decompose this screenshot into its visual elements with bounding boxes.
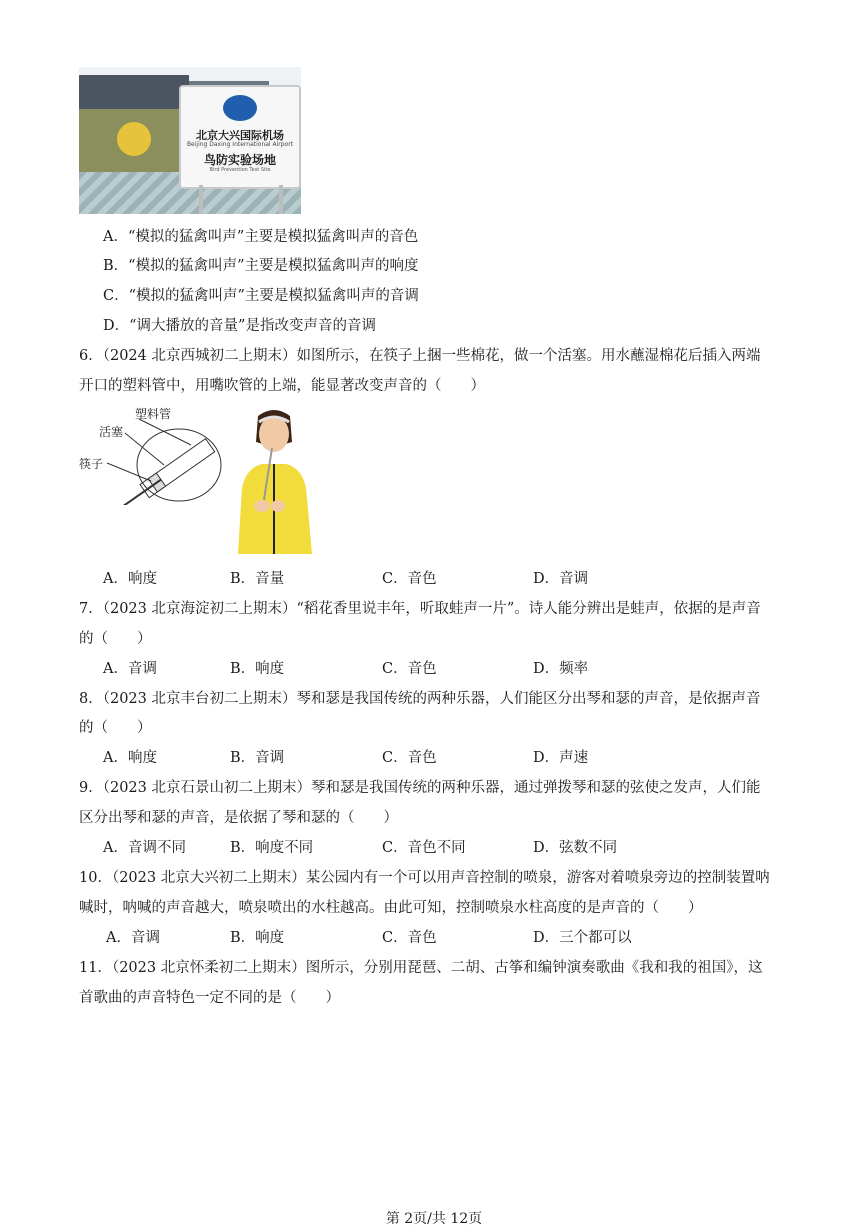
q11-stem-line2: 首歌曲的声音特色一定不同的是（ ）: [79, 990, 340, 1006]
yellow-bird-deterrent-device: [117, 122, 151, 156]
q7-option-d: D．频率: [533, 661, 589, 677]
q10-option-d: D．三个都可以: [533, 930, 632, 946]
q8-stem-line1: 8．（2023 北京丰台初二上期末）琴和瑟是我国传统的两种乐器，人们能区分出琴和瑟的声音，是依据声音: [79, 691, 761, 707]
q6-option-a: A．响度: [103, 571, 157, 587]
q6-stem-line2: 开口的塑料管中，用嘴吹管的上端，能显著改变声音的（ ）: [79, 378, 485, 394]
q5-option-c: C．“模拟的猛禽叫声”主要是模拟猛禽叫声的音调: [103, 288, 419, 304]
q6-stem-line1: 6．（2024 北京西城初二上期末）如图所示，在筷子上捆一些棉花，做一个活塞。用水蘸湿棉花后插入两端: [79, 348, 761, 364]
q7-option-c: C．音色: [382, 661, 437, 677]
airport-logo-icon: [223, 95, 257, 121]
straw-piston-diagram: [79, 405, 224, 505]
q6-option-b: B．音量: [230, 571, 285, 587]
q5-option-d: D．“调大播放的音量”是指改变声音的音调: [103, 318, 376, 334]
q8-option-a: A．响度: [103, 750, 157, 766]
q10-option-b: B．响度: [230, 930, 285, 946]
label-piston: 活塞: [99, 425, 124, 439]
sign-site-name-en: Bird Prevention Test Site: [209, 167, 271, 173]
q9-stem-line1: 9．（2023 北京石景山初二上期末）琴和瑟是我国传统的两种乐器，通过弹拨琴和瑟的弦使之发声，人们能: [79, 780, 761, 796]
q8-option-d: D．声速: [533, 750, 589, 766]
q9-option-d: D．弦数不同: [533, 840, 618, 856]
label-chopstick: 筷子: [79, 457, 104, 471]
q7-stem-line2: 的（ ）: [79, 631, 152, 647]
q7-option-b: B．响度: [230, 661, 285, 677]
q9-option-c: C．音色不同: [382, 840, 466, 856]
sign-site-name: 鸟防实验场地: [203, 153, 276, 167]
q5-option-b: B．“模拟的猛禽叫声”主要是模拟猛禽叫声的响度: [103, 258, 419, 274]
q7-stem-line1: 7．（2023 北京海淀初二上期末）“稻花香里说丰年，听取蛙声一片”。诗人能分辨出是蛙声，依据的是声音: [79, 601, 761, 617]
page-number-footer: 第 2页/共 12页: [385, 1211, 483, 1227]
q10-option-c: C．音色: [382, 930, 437, 946]
q10-stem-line2: 喊时，呐喊的声音越大，喷泉喷出的水柱越高。由此可知，控制喷泉水柱高度的是声音的（ ）: [79, 900, 703, 916]
q7-option-a: A．音调: [103, 661, 157, 677]
girl-blowing-tube-photo: [228, 408, 320, 554]
label-plastic-tube: 塑料管: [135, 407, 172, 421]
airport-sign: [179, 85, 301, 189]
q10-stem-line1: 10．（2023 北京大兴初二上期末）某公园内有一个可以用声音控制的喷泉，游客对着喷泉旁边的控制装置呐: [79, 870, 770, 886]
q9-option-a: A．音调不同: [103, 840, 186, 856]
sign-airport-name-en: Beijing Daxing International Airport: [186, 141, 294, 148]
airport-bird-test-site-photo: [79, 67, 301, 214]
q8-option-c: C．音色: [382, 750, 437, 766]
q9-option-b: B．响度不同: [230, 840, 314, 856]
q8-stem-line2: 的（ ）: [79, 720, 152, 736]
q6-option-d: D．音调: [533, 571, 589, 587]
q11-stem-line1: 11．（2023 北京怀柔初二上期末）图所示，分别用琵琶、二胡、古筝和编钟演奏歌曲《我和我的祖国》，这: [79, 960, 763, 976]
q10-option-a: A．音调: [106, 930, 160, 946]
q9-stem-line2: 区分出琴和瑟的声音，是依据了琴和瑟的（ ）: [79, 810, 398, 826]
q8-option-b: B．音调: [230, 750, 285, 766]
sign-airport-name: 北京大兴国际机场: [196, 129, 284, 142]
q5-option-a: A．“模拟的猛禽叫声”主要是模拟猛禽叫声的音色: [103, 229, 419, 245]
q6-option-c: C．音色: [382, 571, 437, 587]
